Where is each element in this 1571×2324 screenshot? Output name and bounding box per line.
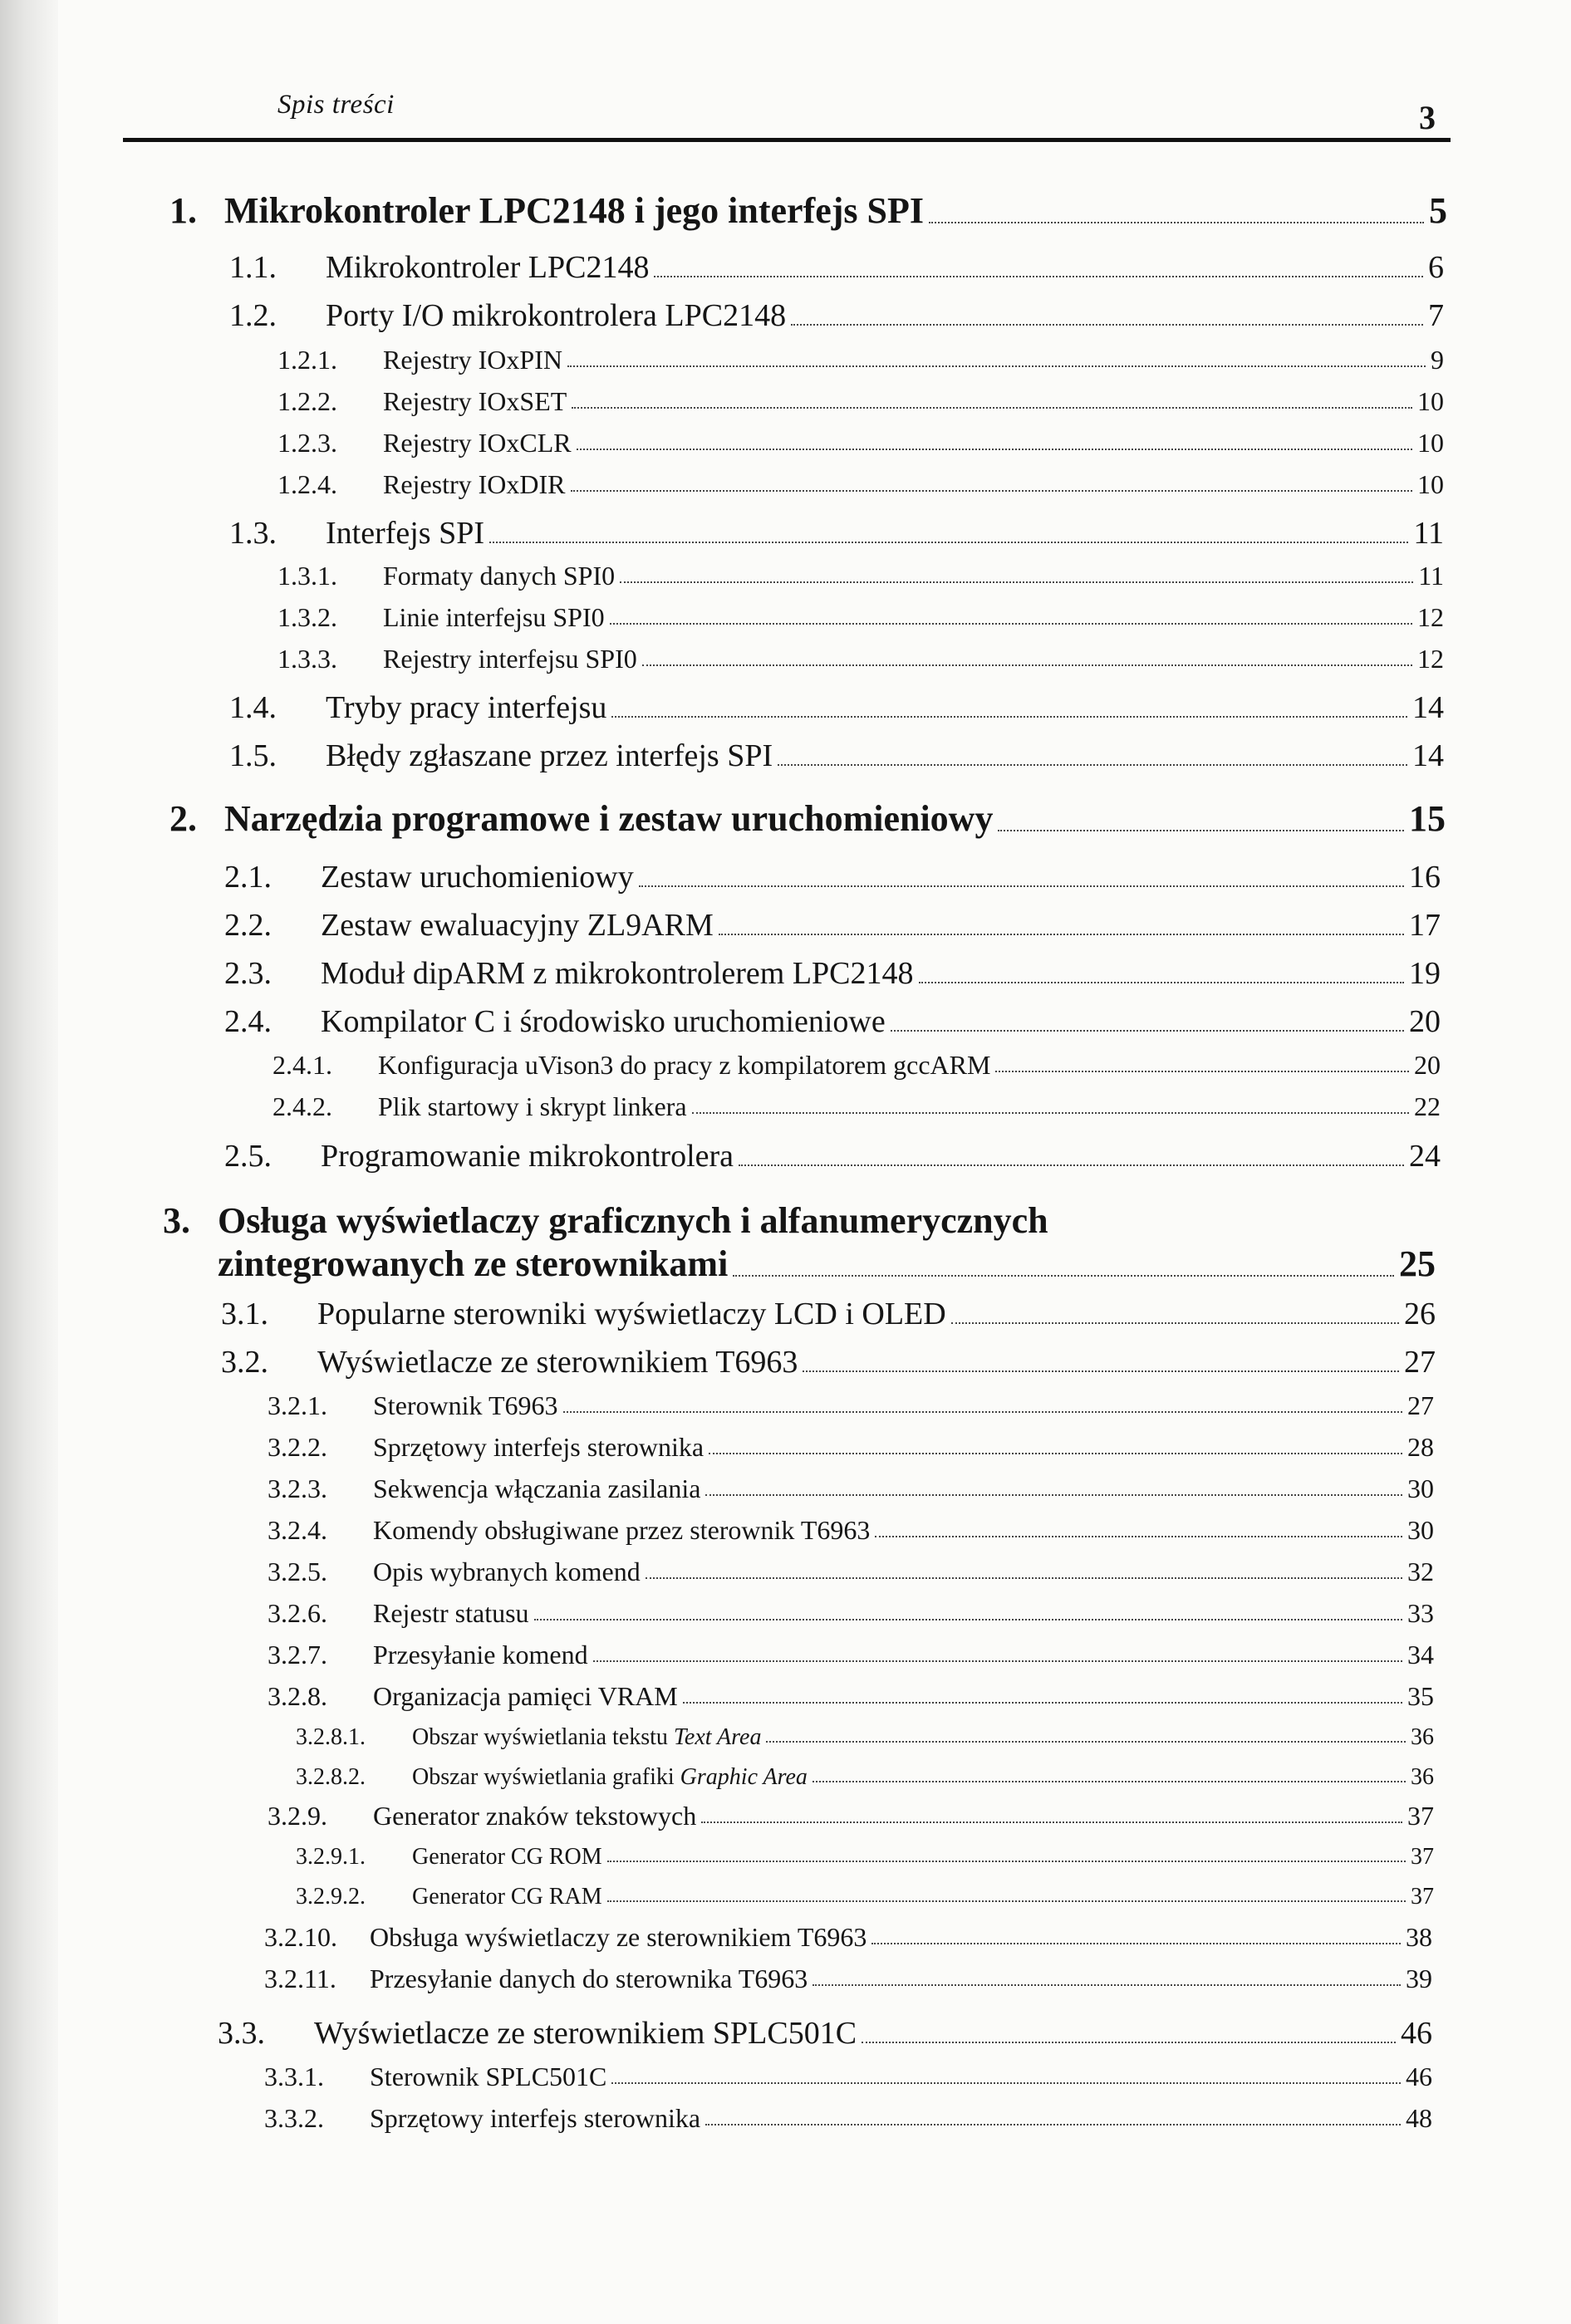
toc-section-1-1[interactable] (229, 249, 1444, 286)
toc-subsubsection-3-2-9-2[interactable] (296, 1884, 1434, 1910)
toc-page: 48 (1406, 2103, 1432, 2133)
toc-subsection-3-3-1[interactable] (264, 2062, 1432, 2092)
toc-number: 2.4.1. (272, 1050, 332, 1080)
toc-title: Sekwencja włączania zasilania (373, 1473, 701, 1503)
toc-number: 1.3.1. (277, 561, 337, 591)
toc-number: 3.2.2. (268, 1432, 327, 1462)
toc-title: Generator CG ROM (412, 1844, 602, 1870)
toc-number: 3.2.9.2. (296, 1884, 366, 1910)
toc-section-2-5[interactable] (224, 1138, 1441, 1174)
toc-page: 14 (1412, 738, 1444, 773)
toc-page: 46 (1406, 2062, 1432, 2091)
toc-number: 3.2.8. (268, 1681, 327, 1711)
toc-section-3-3[interactable] (218, 2015, 1432, 2052)
toc-page: 10 (1417, 386, 1444, 416)
toc-page: 46 (1401, 2016, 1432, 2051)
toc-subsection-1-2-1[interactable] (277, 345, 1444, 375)
toc-title: Plik startowy i skrypt linkera (378, 1091, 687, 1121)
toc-page: 22 (1414, 1091, 1441, 1121)
toc-page: 16 (1409, 860, 1441, 895)
toc-number: 2.4. (224, 1004, 272, 1039)
toc-number: 2. (169, 798, 197, 839)
dot-leader (489, 542, 1408, 543)
toc-page: 11 (1418, 561, 1444, 591)
toc-title: Rejestry IOxPIN (383, 345, 562, 375)
dot-leader (995, 1071, 1409, 1072)
dot-leader (563, 1411, 1402, 1413)
toc-number: 1.2.2. (277, 386, 337, 416)
dot-leader (891, 1030, 1404, 1032)
toc-page: 28 (1407, 1432, 1434, 1462)
toc-subsection-3-2-1[interactable] (268, 1390, 1434, 1421)
dot-leader (607, 1900, 1406, 1902)
toc-number: 1.3.2. (277, 602, 337, 632)
toc-number: 3.3. (218, 2016, 265, 2051)
dot-leader (611, 2082, 1401, 2084)
toc-title: Programowanie mikrokontrolera (321, 1139, 734, 1174)
dot-leader (998, 830, 1404, 831)
toc-page: 37 (1407, 1801, 1434, 1831)
dot-leader (683, 1702, 1402, 1704)
dot-leader (739, 1164, 1404, 1166)
toc-subsection-3-2-7[interactable] (268, 1640, 1434, 1670)
toc-title: Sprzętowy interfejs sterownika (373, 1432, 704, 1462)
dot-leader (611, 716, 1407, 718)
toc-title: Zestaw ewaluacyjny ZL9ARM (321, 908, 714, 943)
toc-number: 1.1. (229, 250, 277, 285)
dot-leader (929, 222, 1424, 223)
toc-number: 3.3.2. (264, 2103, 324, 2133)
dot-leader (778, 764, 1407, 766)
toc-number: 3.2.11. (264, 1964, 336, 1993)
toc-title: Błędy zgłaszane przez interfejs SPI (326, 738, 773, 773)
toc-page: 39 (1406, 1964, 1432, 1993)
toc-subsection-1-2-2[interactable] (277, 386, 1444, 417)
toc-subsection-1-2-4[interactable] (277, 469, 1444, 500)
dot-leader (577, 449, 1412, 450)
toc-page: 38 (1406, 1922, 1432, 1952)
toc-title-italic: Text Area (673, 1724, 762, 1750)
toc-title: Rejestry IOxCLR (383, 428, 572, 458)
toc-subsection-1-3-3[interactable] (277, 644, 1444, 674)
toc-chapter-3[interactable] (218, 1243, 1436, 1285)
toc-page: 30 (1407, 1473, 1434, 1503)
toc-title: Osługa wyświetlaczy graficznych i alfanumerycznych (218, 1200, 1048, 1241)
dot-leader (646, 1577, 1402, 1579)
dot-leader (571, 490, 1412, 492)
dot-leader (791, 324, 1423, 326)
toc-subsection-1-3-2[interactable] (277, 602, 1444, 633)
toc-subsection-3-2-3[interactable] (268, 1473, 1434, 1504)
dot-leader (813, 1781, 1406, 1782)
toc-subsection-3-2-6[interactable] (268, 1598, 1434, 1629)
toc-number: 2.2. (224, 908, 272, 943)
toc-subsection-3-3-2[interactable] (264, 2103, 1432, 2134)
toc-chapter-2[interactable] (169, 797, 1446, 840)
dot-leader (862, 2042, 1396, 2043)
toc-title: Sterownik T6963 (373, 1390, 558, 1420)
toc-number: 3.2.3. (268, 1473, 327, 1503)
toc-number: 2.1. (224, 860, 272, 895)
toc-title-italic: Graphic Area (680, 1764, 808, 1790)
toc-section-3-2[interactable] (221, 1344, 1436, 1380)
toc-number: 3.2.1. (268, 1390, 327, 1420)
toc-page: 27 (1404, 1345, 1436, 1380)
toc-page: 17 (1409, 908, 1441, 943)
toc-subsection-2-4-1[interactable] (272, 1050, 1441, 1081)
dot-leader (733, 1275, 1394, 1277)
toc-subsubsection-3-2-8-2[interactable] (296, 1764, 1434, 1791)
dot-leader (610, 623, 1412, 625)
toc-title: Narzędzia programowe i zestaw uruchomieniowy (224, 798, 994, 839)
toc-number: 2.5. (224, 1139, 272, 1174)
toc-subsection-1-3-1[interactable] (277, 561, 1444, 591)
toc-page: 5 (1429, 190, 1447, 231)
dot-leader (919, 982, 1404, 983)
toc-number: 3.2.8.1. (296, 1724, 366, 1750)
toc-section-2-1[interactable] (224, 859, 1441, 895)
toc-page: 9 (1431, 345, 1444, 375)
toc-chapter-1[interactable] (169, 189, 1447, 232)
toc-title: Sprzętowy interfejs sterownika (370, 2103, 701, 2133)
toc-section-1-2[interactable] (229, 297, 1444, 334)
toc-number: 2.3. (224, 956, 272, 991)
toc-number: 1.2. (229, 298, 277, 333)
dot-leader (639, 885, 1404, 887)
toc-title: Sterownik SPLC501C (370, 2062, 607, 2091)
dot-leader (642, 664, 1412, 666)
toc-number: 1.2.3. (277, 428, 337, 458)
dot-leader (593, 1660, 1402, 1662)
toc-number: 1.2.4. (277, 469, 337, 499)
toc-page: 15 (1409, 798, 1446, 839)
toc-subsection-3-2-10[interactable] (264, 1922, 1432, 1953)
dot-leader (871, 1943, 1401, 1944)
toc-number: 3.2.5. (268, 1557, 327, 1586)
toc-subsection-3-2-8[interactable] (268, 1681, 1434, 1712)
toc-page: 33 (1407, 1598, 1434, 1628)
toc-page: 25 (1399, 1243, 1436, 1284)
toc-title (412, 1764, 808, 1791)
toc-page: 10 (1417, 469, 1444, 499)
toc-page: 12 (1417, 602, 1444, 632)
toc-page: 6 (1428, 250, 1444, 285)
toc-section-1-5[interactable] (229, 738, 1444, 774)
toc-title: Moduł dipARM z mikrokontrolerem LPC2148 (321, 956, 914, 991)
toc-number: 3.2.4. (268, 1515, 327, 1545)
toc-number: 3.2.8.2. (296, 1764, 366, 1790)
toc-number: 1.2.1. (277, 345, 337, 375)
toc-page: 37 (1411, 1884, 1434, 1910)
toc-title-text: Obszar wyświetlania grafiki (412, 1764, 680, 1790)
toc-number: 3.2.9.1. (296, 1844, 366, 1870)
toc-title: Mikrokontroler LPC2148 (326, 250, 650, 285)
toc-title: Kompilator C i środowisko uruchomieniowe (321, 1004, 886, 1039)
dot-leader (607, 1861, 1406, 1862)
toc-number: 3.2.6. (268, 1598, 327, 1628)
toc-title: Interfejs SPI (326, 516, 485, 551)
toc-number: 3.2.10. (264, 1922, 337, 1952)
toc-page: 11 (1413, 516, 1444, 551)
toc-number: 1.3.3. (277, 644, 337, 674)
toc-page: 7 (1428, 298, 1444, 333)
toc-subsubsection-3-2-8-1[interactable] (296, 1724, 1434, 1751)
dot-leader (701, 1821, 1402, 1823)
toc-title: Porty I/O mikrokontrolera LPC2148 (326, 298, 787, 333)
toc-title: Mikrokontroler LPC2148 i jego interfejs SPI (224, 190, 925, 231)
toc-subsection-3-2-11[interactable] (264, 1964, 1432, 1994)
toc-section-2-2[interactable] (224, 907, 1441, 944)
toc-subsection-2-4-2[interactable] (272, 1091, 1441, 1122)
toc-title: Generator CG RAM (412, 1884, 602, 1910)
toc-number: 2.4.2. (272, 1091, 332, 1121)
dot-leader (875, 1536, 1402, 1537)
toc-subsection-3-2-9[interactable] (268, 1801, 1434, 1831)
toc-number: 3.2. (221, 1345, 268, 1380)
toc-title: Rejestr statusu (373, 1598, 529, 1628)
dot-leader (620, 581, 1413, 583)
toc-page: 10 (1417, 428, 1444, 458)
toc-subsection-3-2-4[interactable] (268, 1515, 1434, 1546)
running-head: Spis treści (277, 90, 395, 120)
dot-leader (705, 2124, 1401, 2125)
toc-title: Komendy obsługiwane przez sterownik T6963 (373, 1515, 871, 1545)
dot-leader (572, 407, 1412, 409)
toc-number: 1.4. (229, 690, 277, 725)
toc-title: Tryby pracy interfejsu (326, 690, 607, 725)
toc-page: 27 (1407, 1390, 1434, 1420)
toc-title: Formaty danych SPI0 (383, 561, 616, 591)
dot-leader (567, 365, 1426, 367)
toc-number: 3.3.1. (264, 2062, 324, 2091)
toc-page: 30 (1407, 1515, 1434, 1545)
toc-page: 36 (1411, 1724, 1434, 1750)
toc-section-1-3[interactable] (229, 515, 1444, 552)
toc-subsection-1-2-3[interactable] (277, 428, 1444, 458)
toc-title: Linie interfejsu SPI0 (383, 602, 605, 632)
toc-page: 20 (1414, 1050, 1441, 1080)
toc-page: 36 (1411, 1764, 1434, 1790)
toc-number: 3.1. (221, 1297, 268, 1331)
toc-title: Wyświetlacze ze sterownikiem SPLC501C (314, 2016, 857, 2051)
toc-page: 35 (1407, 1681, 1434, 1711)
toc-title: Zestaw uruchomieniowy (321, 860, 634, 895)
toc-number: 1.3. (229, 516, 277, 551)
toc-page: 19 (1409, 956, 1441, 991)
dot-leader (719, 934, 1404, 935)
toc-title: Opis wybranych komend (373, 1557, 641, 1586)
toc-page: 12 (1417, 644, 1444, 674)
toc-subsection-3-2-2[interactable] (268, 1432, 1434, 1463)
toc-title (412, 1724, 761, 1751)
dot-leader (705, 1494, 1402, 1496)
toc-page: 32 (1407, 1557, 1434, 1586)
toc-title: Konfiguracja uVison3 do pracy z kompilatorem gccARM (378, 1050, 991, 1080)
toc-page: 37 (1411, 1844, 1434, 1870)
toc-title: zintegrowanych ze sterownikami (218, 1243, 729, 1284)
toc-title: Wyświetlacze ze sterownikiem T6963 (317, 1345, 798, 1380)
toc-section-3-1[interactable] (221, 1296, 1436, 1332)
dot-leader (813, 1984, 1401, 1986)
toc-number: 3.2.7. (268, 1640, 327, 1669)
toc-title: Generator znaków tekstowych (373, 1801, 697, 1831)
dot-leader (692, 1112, 1409, 1114)
dot-leader (534, 1619, 1402, 1620)
toc-number: 3. (163, 1200, 190, 1241)
toc-subsubsection-3-2-9-1[interactable] (296, 1844, 1434, 1870)
toc-page: 14 (1412, 690, 1444, 725)
toc-title: Popularne sterowniki wyświetlaczy LCD i OLED (317, 1297, 946, 1331)
toc-number: 1.5. (229, 738, 277, 773)
dot-leader (766, 1741, 1406, 1743)
dot-leader (709, 1453, 1402, 1454)
toc-section-2-3[interactable] (224, 955, 1441, 992)
dot-leader (654, 276, 1423, 277)
dot-leader (803, 1370, 1399, 1372)
toc-subsection-3-2-5[interactable] (268, 1557, 1434, 1587)
page-number: 3 (1419, 99, 1436, 136)
toc-number: 1. (169, 190, 197, 231)
toc-title: Obsługa wyświetlaczy ze sterownikiem T6963 (370, 1922, 867, 1952)
toc-title: Przesyłanie komend (373, 1640, 588, 1669)
toc-page: 26 (1404, 1297, 1436, 1331)
toc-title-text: Obszar wyświetlania tekstu (412, 1724, 674, 1750)
toc-section-1-4[interactable] (229, 689, 1444, 726)
toc-title: Rejestry interfejsu SPI0 (383, 644, 637, 674)
toc-title: Organizacja pamięci VRAM (373, 1681, 678, 1711)
toc-title: Rejestry IOxSET (383, 386, 567, 416)
toc-page: 24 (1409, 1139, 1441, 1174)
toc-title: Rejestry IOxDIR (383, 469, 566, 499)
toc-page: 34 (1407, 1640, 1434, 1669)
toc-title: Przesyłanie danych do sterownika T6963 (370, 1964, 808, 1993)
toc-section-2-4[interactable] (224, 1003, 1441, 1040)
toc-chapter-3-title-line-1[interactable] (163, 1199, 1048, 1242)
toc-number: 3.2.9. (268, 1801, 327, 1831)
dot-leader (951, 1322, 1399, 1324)
toc-page: 20 (1409, 1004, 1441, 1039)
